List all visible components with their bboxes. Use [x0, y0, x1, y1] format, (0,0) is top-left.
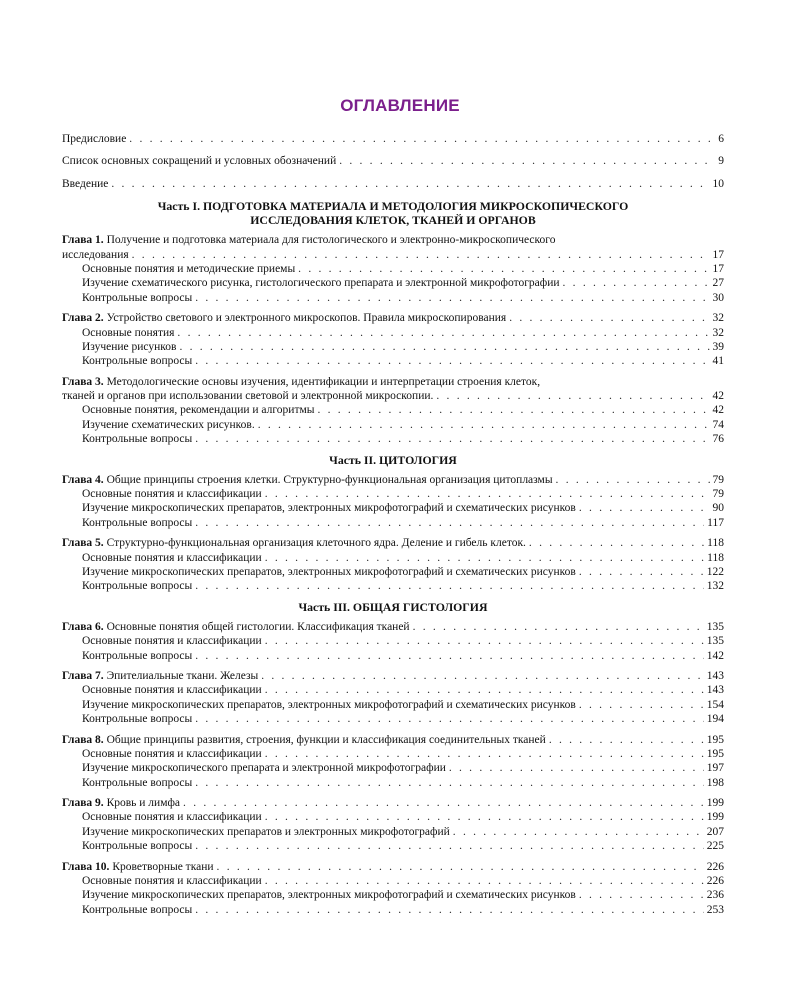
dot-leader: [265, 810, 704, 824]
toc-subentry[interactable]: [62, 340, 724, 354]
dot-leader: [132, 248, 710, 262]
chapter-title: Общие принципы строения клетки. Структурно-функциональная организация цитоплазмы: [106, 473, 553, 486]
toc-chapter-heading-cont[interactable]: [62, 248, 724, 262]
dot-leader: [265, 634, 704, 648]
toc-page-number: 10: [712, 177, 724, 190]
chapter-title-wrap: [62, 620, 410, 634]
dot-leader: [449, 761, 704, 775]
toc-page-number: 143: [706, 669, 724, 682]
toc-entry-label: Изучение микроскопических препаратов, электронных микрофотографий и схематических рисунков: [82, 502, 576, 515]
toc-chapter-heading[interactable]: [62, 620, 724, 634]
toc-subentry[interactable]: [62, 432, 724, 446]
toc-subentry[interactable]: [62, 501, 724, 515]
toc-page-number: 135: [706, 620, 724, 633]
toc-subentry[interactable]: [62, 579, 724, 593]
toc-entry-label: Изучение микроскопических препаратов, электронных микрофотографий и схематических рисунков: [82, 698, 576, 711]
toc-page-number: 27: [712, 277, 724, 290]
toc-page-number: 199: [706, 797, 724, 810]
toc-page-number: 226: [706, 860, 724, 873]
toc-subentry[interactable]: [62, 276, 724, 290]
toc-entry-label: Контрольные вопросы: [82, 776, 193, 789]
toc-entry-label: Контрольные вопросы: [82, 903, 193, 916]
dot-leader: [579, 888, 704, 902]
chapter-label: Глава 1.: [62, 234, 104, 247]
chapter-title: Кроветворные ткани: [112, 860, 214, 873]
toc-entry-label: Контрольные вопросы: [82, 433, 193, 446]
chapter-label: Глава 4.: [62, 473, 104, 486]
toc-page-number: 194: [706, 713, 724, 726]
toc-page-number: 195: [706, 747, 724, 760]
dot-leader: [195, 649, 704, 663]
chapter-title-wrap: [62, 796, 180, 810]
toc-chapter: [62, 669, 724, 727]
toc-entry-label: Основные понятия, рекомендации и алгоритмы: [82, 404, 315, 417]
chapter-label: Глава 9.: [62, 797, 104, 810]
toc-subentry[interactable]: [62, 810, 724, 824]
dot-leader: [265, 747, 704, 761]
dot-leader: [129, 132, 715, 146]
toc-page-number: 122: [706, 565, 724, 578]
dot-leader: [413, 620, 704, 634]
chapter-title: Получение и подготовка материала для гистологического и электронно-микроскопического: [106, 234, 556, 247]
toc-entry-label: Изучение схематических рисунков.: [82, 418, 255, 431]
toc-page-number: 142: [706, 649, 724, 662]
toc-chapter: [62, 233, 724, 305]
toc-entry-label: Введение: [62, 177, 109, 190]
chapter-title-wrap: [62, 860, 214, 874]
toc-page-number: 195: [706, 733, 724, 746]
dot-leader: [579, 565, 704, 579]
toc-subentry[interactable]: [62, 403, 724, 417]
toc-page-number: 236: [706, 889, 724, 902]
toc-entry-label: Контрольные вопросы: [82, 713, 193, 726]
toc-subentry[interactable]: [62, 262, 724, 276]
toc-chapter: [62, 620, 724, 663]
dot-leader: [265, 551, 704, 565]
toc-subentry[interactable]: [62, 839, 724, 853]
dot-leader: [179, 340, 709, 354]
toc-subentry[interactable]: [62, 683, 724, 697]
part-heading-line: Часть I. ПОДГОТОВКА МАТЕРИАЛА И МЕТОДОЛОГИЯ МИКРОСКОПИЧЕСКОГО: [157, 199, 629, 214]
dot-leader: [563, 276, 710, 290]
toc-entry-label: Изучение микроскопического препарата и электронной микрофотографии: [82, 762, 446, 775]
part-heading-line: Часть III. ОБЩАЯ ГИСТОЛОГИЯ: [298, 599, 488, 614]
toc-chapter: [62, 796, 724, 854]
toc-entry-label: Изучение микроскопических препаратов и электронных микрофотографий: [82, 825, 450, 838]
toc-entry-label: Основные понятия и классификации: [82, 551, 262, 564]
dot-leader: [195, 432, 709, 446]
toc-subentry[interactable]: [62, 761, 724, 775]
toc-page-number: 207: [706, 825, 724, 838]
dot-leader: [579, 501, 710, 515]
toc-chapter: [62, 375, 724, 447]
toc-subentry[interactable]: [62, 516, 724, 530]
chapter-title-wrap: [62, 536, 526, 550]
chapter-label: Глава 6.: [62, 620, 104, 633]
toc-chapter-heading[interactable]: [62, 860, 724, 874]
toc-entry-label: Контрольные вопросы: [82, 649, 193, 662]
toc-chapter-heading[interactable]: [62, 375, 724, 389]
chapter-title: Устройство светового и электронного микроскопов. Правила микроскопирования: [106, 312, 507, 325]
toc-subentry[interactable]: [62, 565, 724, 579]
toc-page-number: 198: [706, 776, 724, 789]
part-heading: [62, 453, 724, 467]
chapter-title-wrap: [62, 473, 553, 487]
chapter-label: Глава 2.: [62, 312, 104, 325]
toc-subentry[interactable]: [62, 888, 724, 902]
toc-entry-label: Изучение микроскопических препаратов, электронных микрофотографий и схематических рисунков: [82, 889, 576, 902]
toc-chapter-heading[interactable]: [62, 796, 724, 810]
chapter-title: Эпителиальные ткани. Железы: [106, 669, 259, 682]
toc-chapter: [62, 536, 724, 594]
dot-leader: [339, 154, 715, 168]
toc-entry-abbreviations[interactable]: [62, 154, 724, 168]
table-of-contents: [62, 132, 724, 923]
toc-page-number: 90: [712, 502, 724, 515]
dot-leader: [111, 177, 709, 191]
toc-entry-label: Изучение микроскопических препаратов, электронных микрофотографий и схематических рисунков: [82, 565, 576, 578]
toc-subentry[interactable]: [62, 747, 724, 761]
toc-entry-label: Основные понятия и классификации: [82, 488, 262, 501]
toc-chapter: [62, 860, 724, 918]
chapter-title: Методологические основы изучения, идентификации и интерпретации строения клеток,: [106, 375, 541, 388]
toc-page-number: 74: [712, 418, 724, 431]
toc-page-number: 79: [712, 488, 724, 501]
dot-leader: [195, 903, 704, 917]
dot-leader: [195, 516, 704, 530]
toc-chapter: [62, 311, 724, 369]
toc-entry-label: Основные понятия и классификации: [82, 875, 262, 888]
toc-entry-label: Изучение схематического рисунка, гистологического препарата и электронной микрофотографии: [82, 277, 560, 290]
toc-entry-preface[interactable]: [62, 132, 724, 146]
dot-leader: [265, 874, 704, 888]
dot-leader: [298, 262, 709, 276]
dot-leader: [217, 860, 704, 874]
chapter-label: Глава 7.: [62, 669, 104, 682]
toc-subentry[interactable]: [62, 903, 724, 917]
toc-entry-label: Основные понятия: [82, 326, 175, 339]
toc-page-number: 42: [712, 390, 724, 403]
toc-entry-label: Контрольные вопросы: [82, 516, 193, 529]
toc-chapter-heading[interactable]: [62, 311, 724, 325]
toc-page-number: 17: [712, 262, 724, 275]
dot-leader: [195, 354, 709, 368]
dot-leader: [453, 825, 704, 839]
part-heading-line: Часть II. ЦИТОЛОГИЯ: [329, 452, 457, 467]
dot-leader: [556, 473, 710, 487]
dot-leader: [195, 776, 704, 790]
toc-page-number: 17: [712, 248, 724, 261]
dot-leader: [261, 669, 704, 683]
chapter-title: тканей и органов при использовании световой и электронной микроскопии.: [62, 390, 434, 403]
dot-leader: [195, 291, 709, 305]
toc-page-number: 143: [706, 684, 724, 697]
toc-subentry[interactable]: [62, 874, 724, 888]
toc-page-number: 154: [706, 698, 724, 711]
chapter-title-wrap: [62, 311, 506, 325]
toc-page-number: 226: [706, 875, 724, 888]
toc-entry-label: Контрольные вопросы: [82, 355, 193, 368]
toc-chapter: [62, 473, 724, 531]
chapter-label: Глава 8.: [62, 733, 104, 746]
toc-page-number: 6: [718, 133, 724, 145]
chapter-title: Кровь и лимфа: [106, 797, 181, 810]
toc-page-number: 225: [706, 840, 724, 853]
page-title: ОГЛАВЛЕНИЕ: [340, 96, 460, 115]
toc-entry-label: Изучение рисунков: [82, 340, 177, 353]
toc-chapter-heading[interactable]: [62, 733, 724, 747]
toc-subentry[interactable]: [62, 712, 724, 726]
toc-page-number: 197: [706, 762, 724, 775]
toc-page-number: 132: [706, 580, 724, 593]
toc-subentry[interactable]: [62, 634, 724, 648]
dot-leader: [317, 403, 709, 417]
dot-leader: [195, 579, 704, 593]
dot-leader: [183, 796, 704, 810]
chapter-title: Структурно-функциональная организация клеточного ядра. Деление и гибель клеток.: [106, 537, 526, 550]
toc-page-number: 42: [712, 404, 724, 417]
toc-chapter-heading[interactable]: [62, 233, 724, 247]
toc-subentry[interactable]: [62, 326, 724, 340]
toc-chapter-heading-cont[interactable]: [62, 389, 724, 403]
dot-leader: [195, 839, 704, 853]
dot-leader: [549, 733, 704, 747]
toc-page-number: 76: [712, 433, 724, 446]
chapter-label: Глава 10.: [62, 860, 110, 873]
dot-leader: [529, 536, 704, 550]
toc-subentry[interactable]: [62, 776, 724, 790]
chapter-title-wrap: [62, 733, 546, 747]
toc-page-number: 118: [707, 551, 724, 564]
toc-page-number: 117: [707, 516, 724, 529]
toc-page-number: 9: [718, 155, 724, 168]
toc-subentry[interactable]: [62, 291, 724, 305]
toc-entry-label: Основные понятия и классификации: [82, 811, 262, 824]
toc-entry-label: Предисловие: [62, 133, 127, 145]
dot-leader: [436, 389, 709, 403]
toc-page-number: 32: [712, 326, 724, 339]
part-heading: [62, 600, 724, 614]
toc-page-number: 41: [712, 355, 724, 368]
dot-leader: [509, 311, 709, 325]
toc-entry-label: Основные понятия и классификации: [82, 747, 262, 760]
toc-entry-label: Основные понятия и классификации: [82, 635, 262, 648]
toc-subentry[interactable]: [62, 487, 724, 501]
dot-leader: [177, 326, 709, 340]
toc-subentry[interactable]: [62, 551, 724, 565]
chapter-title: Общие принципы развития, строения, функции и классификация соединительных тканей: [106, 733, 546, 746]
toc-subentry[interactable]: [62, 418, 724, 432]
dot-leader: [265, 487, 710, 501]
toc-subentry[interactable]: [62, 698, 724, 712]
toc-chapter-heading[interactable]: [62, 473, 724, 487]
toc-chapter-heading[interactable]: [62, 669, 724, 683]
toc-page-number: 118: [707, 537, 724, 550]
toc-entry-introduction[interactable]: [62, 177, 724, 191]
toc-page-number: 39: [712, 340, 724, 353]
chapter-label: Глава 3.: [62, 375, 104, 388]
toc-entry-label: Контрольные вопросы: [82, 580, 193, 593]
toc-page-number: 135: [706, 635, 724, 648]
toc-page-number: 199: [706, 811, 724, 824]
chapter-title: исследования: [62, 248, 129, 261]
dot-leader: [258, 418, 710, 432]
chapter-title-wrap: [62, 669, 258, 683]
toc-entry-label: Основные понятия и методические приемы: [82, 262, 296, 275]
toc-page-number: 253: [706, 903, 724, 916]
toc-subentry[interactable]: [62, 825, 724, 839]
dot-leader: [265, 683, 704, 697]
chapter-label: Глава 5.: [62, 537, 104, 550]
part-heading-line: ИССЛЕДОВАНИЯ КЛЕТОК, ТКАНЕЙ И ОРГАНОВ: [250, 213, 536, 228]
toc-entry-label: Контрольные вопросы: [82, 840, 193, 853]
toc-subentry[interactable]: [62, 354, 724, 368]
toc-page-number: 79: [712, 473, 724, 486]
toc-page-number: 30: [712, 291, 724, 304]
part-heading: [62, 199, 724, 227]
toc-entry-label: Список основных сокращений и условных обозначений: [62, 155, 337, 168]
toc-chapter-heading[interactable]: [62, 536, 724, 550]
dot-leader: [195, 712, 704, 726]
dot-leader: [579, 698, 704, 712]
toc-entry-label: Контрольные вопросы: [82, 291, 193, 304]
toc-subentry[interactable]: [62, 649, 724, 663]
toc-chapter: [62, 733, 724, 791]
toc-entry-label: Основные понятия и классификации: [82, 684, 262, 697]
chapter-title: Основные понятия общей гистологии. Классификация тканей: [106, 620, 410, 633]
toc-page-number: 32: [712, 312, 724, 325]
